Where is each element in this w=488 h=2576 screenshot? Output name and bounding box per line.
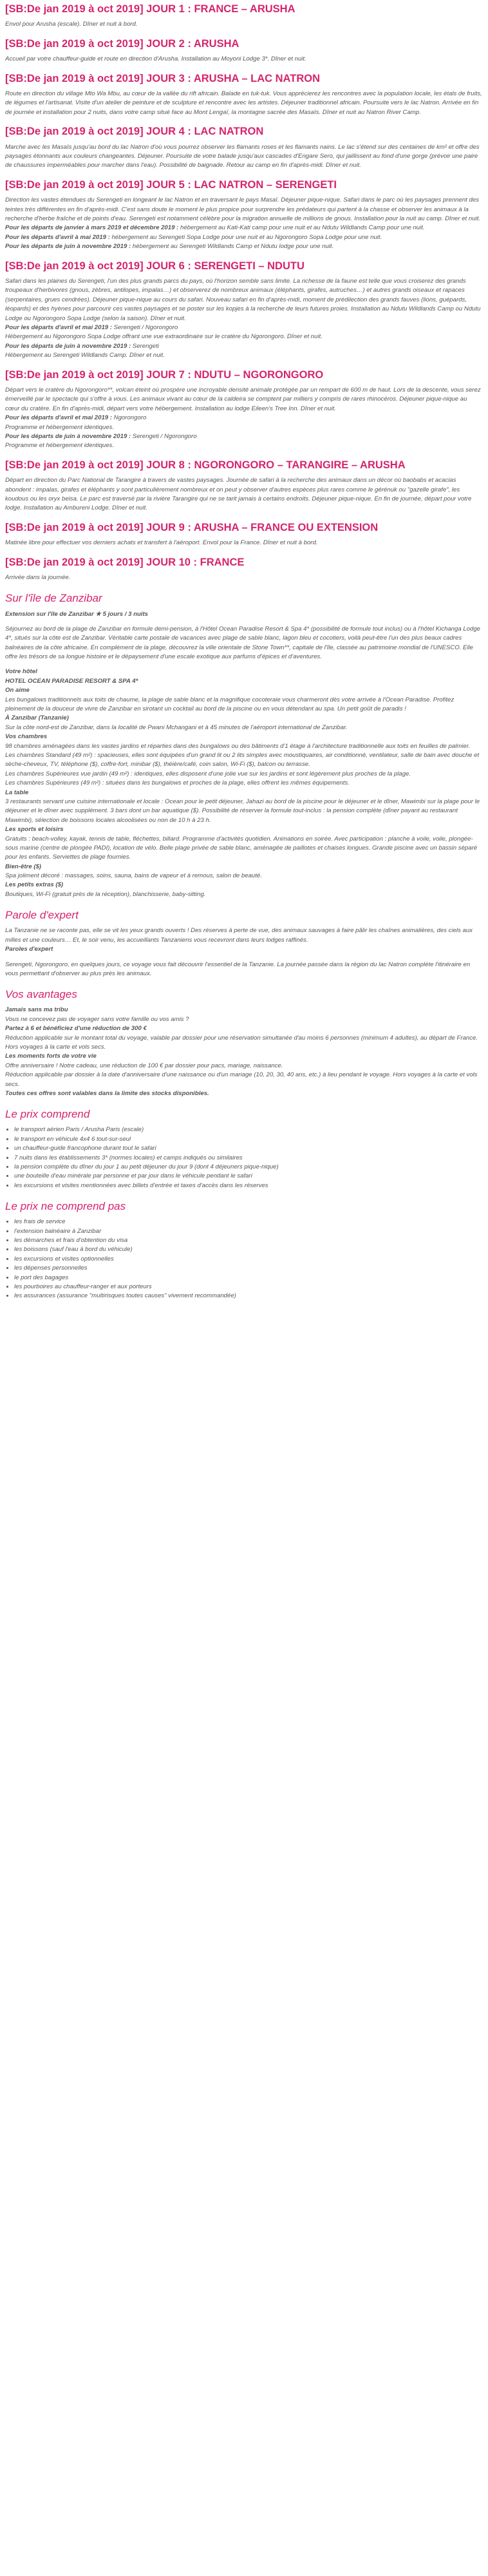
zanzibar-detail-line: Les petits extras ($)	[5, 881, 64, 889]
expert-text	[5, 926, 483, 954]
price-excludes-item: • l'extension balnéaire à Zanzibar	[14, 1227, 483, 1236]
zanzibar-title: Sur l'île de Zanzibar	[5, 592, 102, 605]
zanzibar-detail-line: Vos chambres	[5, 733, 48, 741]
departure-period-label: Pour les départs de janvier à mars 2019 et décembre 2019 :	[5, 224, 179, 232]
day-description-line: Pour les départs de juin à novembre 2019 : hébergement au Serengeti Wildlands Camp et Ndutu lodge pour une nuit.	[5, 243, 334, 251]
day-title: [SB:De jan 2019 à oct 2019] JOUR 4 : LAC NATRON	[5, 126, 264, 138]
price-excludes-item: • les démarches et frais d'obtention du visa	[14, 1236, 483, 1245]
departure-period-label: Pour les départs de juin à novembre 2019 :	[5, 243, 131, 251]
day-description	[5, 20, 483, 29]
price-excludes-title: Le prix ne comprend pas	[5, 1200, 126, 1213]
price-excludes-item: • les frais de service	[14, 1217, 483, 1226]
day-description-line: Pour les départs de janvier à mars 2019 et décembre 2019 : hébergement au Kati-Kati camp pour une nuit et au Ndutu Wildlands Camp pour une nuit.	[5, 224, 425, 232]
zanzibar-detail-line: Les chambres Supérieures vue jardin (49 m²) : identiques, elles disposent d'une jolie vue sur les jardins et sont légèrement plus proches de la plage.	[5, 770, 411, 778]
expert-title: Parole d'expert	[5, 909, 79, 922]
day-description-line: Hébergement au Ngorongoro Sopa Lodge offrant une vue extraordinaire sur le cratère du Ngorongoro. Dîner et nuit.	[5, 333, 323, 341]
day-title: [SB:De jan 2019 à oct 2019] JOUR 2 : ARUSHA	[5, 37, 239, 50]
zanzibar-detail-line: À Zanzibar (Tanzanie)	[5, 714, 69, 722]
zanzibar-detail-line: Les bungalows traditionnels aux toits de chaume, la plage de sable blanc et la magnifique cocoteraie vous charmeront dès votre arrivée à l'Ocean Paradise. Profitez pleinement de la douceur de vivre de Zanzibar en sirotant un cocktail au bord de la piscine ou en vous détendant au spa. Un petit goût de paradis !	[5, 696, 455, 713]
zanzibar-detail-line: On aime	[5, 687, 30, 694]
price-includes-item: • 7 nuits dans les établissements 3* (normes locales) et camps indiqués ou similaires	[14, 1154, 483, 1163]
departure-period-label: Pour les départs de juin à novembre 2019 :	[5, 342, 131, 350]
price-includes-item: • le transport en véhicule 4x4 6 tout-sur-seul	[14, 1135, 483, 1144]
day-description-line: Programme et hébergement identiques.	[5, 423, 115, 431]
zanzibar-detail-line: HOTEL OCEAN PARADISE RESORT & SPA 4*	[5, 677, 138, 685]
day-description	[5, 386, 483, 451]
day-description-line: Hébergement au Serengeti Wildlands Camp. Dîner et nuit.	[5, 352, 165, 359]
day-description-line: Matinée libre pour effectuer vos derniers achats et transfert à l'aéroport. Envol pour la France. Dîner et nuit à bord.	[5, 539, 318, 547]
day-description	[5, 90, 483, 117]
zanzibar-detail-line: Bien-être ($)	[5, 863, 41, 870]
day-description-line: Pour les départs de juin à novembre 2019 : Serengeti / Ngorongoro	[5, 433, 197, 440]
day-title: [SB:De jan 2019 à oct 2019] JOUR 7 : NDUTU – NGORONGORO	[5, 368, 324, 381]
price-includes-item: • une bouteille d'eau minérale par personne et par jour dans le véhicule pendant le safari	[14, 1172, 483, 1181]
price-excludes-item: • les dépenses personnelles	[14, 1264, 483, 1273]
price-includes-item: • la pension complète du dîner du jour 1 au petit déjeuner du jour 9 (dont 4 déjeuners pique-nique)	[14, 1163, 483, 1172]
price-includes-item: • un chauffeur-guide francophone durant tout le safari	[14, 1144, 483, 1153]
day-description-line: Route en direction du village Mto Wa Mbu, au cœur de la vallée du rift africain. Balade en tuk-tuk. Vous apprécierez les rencontres avec la population locale, les étals de fruits, de légumes et l'artisanat. Visite d'un atelier de peinture et de sculpture et rencontre avec les artistes. Déjeuner traditionnel africain. Poursuite vers le lac Natron. Arrivée en fin de journée et installation pour 2 nuits, dans votre camp situé face au Mont Lengaï, la montagne sacrée des Masaïs. Dîner et nuit au Natron River Camp.	[5, 90, 482, 116]
price-excludes-item: • le port des bagages	[14, 1274, 483, 1283]
price-includes-title: Le prix comprend	[5, 1108, 90, 1121]
day-description-line: Départ vers le cratère du Ngorongoro**, volcan éteint où prospère une incroyable densité animale protégée par un rempart de 600 m de haut. Lors de la descente, vous serez émerveillé par le spectacle qui s'offre à vous. Les animaux vivant au cœur de la caldeira se comptent par milliers y compris de rares rhinocéros. Déjeuner pique-nique au cœur du cratère. En fin d'après-midi, départ vers votre hébergement. Installation au lodge Eileen's Tree Inn. Dîner et nuit.	[5, 386, 481, 412]
expert-paragraph: Serengeti, Ngorongoro, en quelques jours, ce voyage vous fait découvrir l'essentiel de la Tanzanie. La journée passée dans la région du lac Natron complète l'itinéraire en vous permettant d'observer au plus près les animaux.	[5, 960, 471, 977]
price-excludes-item: • les excursions et visites optionnelles	[14, 1255, 483, 1264]
day-description-line: Envol pour Arusha (escale). Dîner et nuit à bord.	[5, 21, 138, 28]
advantages-line: Jamais sans ma tribu	[5, 1006, 68, 1014]
day-description-line: Programme et hébergement identiques.	[5, 442, 115, 450]
zanzibar-detail-line: Votre hôtel	[5, 668, 37, 676]
day-title: [SB:De jan 2019 à oct 2019] JOUR 10 : FRANCE	[5, 556, 245, 568]
day-description-line: Accueil par votre chauffeur-guide et route en direction d'Arusha. Installation au Moyoni Lodge 3*. Dîner et nuit.	[5, 55, 306, 63]
day-title: [SB:De jan 2019 à oct 2019] JOUR 5 : LAC NATRON – SERENGETI	[5, 178, 337, 191]
expert-line: Paroles d'expert	[5, 946, 53, 953]
advantages-line: Vous ne concevez pas de voyager sans votre famille ou vos amis ?	[5, 1015, 189, 1023]
itinerary-days	[5, 3, 483, 582]
zanzibar-detail-line: 3 restaurants servant une cuisine internationale et locale : Ocean pour le petit déjeuner, Jahazi au bord de la piscine pour le déjeuner et le dîner, Mawimbi sur la plage pour le déjeuner et le dîner avec supplément. 3 bars dont un bar aquatique ($). Possibilité de réserver la formule tout-inclus : la pension complète (dîner payant au restaurant Mawimbi), sélection de boissons locales alcoolisées ou non de 10 h à 23 h.	[5, 797, 480, 824]
departure-period-label: Pour les départs d'avril à mai 2019 :	[5, 233, 110, 241]
departure-period-label: Pour les départs d'avril et mai 2019 :	[5, 414, 112, 422]
zanzibar-detail-line: Les chambres Standard (49 m²) : spacieuses, elles sont équipées d'un grand lit ou 2 lits simples avec moustiquaires, air conditionné, ventilateur, salle de bain avec douche et sèche-cheveux, TV, téléphone ($), coffre-fort, minibar ($), théière/café, coin salon, Wi-Fi ($), balcon ou terrasse.	[5, 752, 480, 768]
departure-period-label: Pour les départs d'avril et mai 2019 :	[5, 324, 112, 332]
day-title: [SB:De jan 2019 à oct 2019] JOUR 6 : SERENGETI – NDUTU	[5, 260, 305, 272]
day-description-line: Pour les départs de juin à novembre 2019 : Serengeti	[5, 342, 159, 350]
day-description	[5, 277, 483, 361]
zanzibar-detail-line: Les chambres Supérieures (49 m²) : situées dans les bungalows et proches de la plage, elles offrent les mêmes équipements.	[5, 779, 350, 787]
zanzibar-subtitle: Extension sur l'île de Zanzibar ★ 5 jours / 3 nuits	[5, 610, 148, 618]
advantages-title: Vos avantages	[5, 988, 77, 1001]
day-description	[5, 573, 483, 582]
day-description-line: Pour les départs d'avril à mai 2019 : hébergement au Serengeti Sopa Lodge pour une nuit et au Ngorongoro Sopa Lodge pour une nuit.	[5, 233, 382, 241]
advantages-line: Réduction applicable sur le montant total du voyage, valable par dossier pour une réservation simultanée d'au moins 6 personnes (minimum 4 adultes), au départ de France. Hors voyages à la carte et vols secs.	[5, 1034, 478, 1051]
zanzibar-detail-line: 98 chambres aménagées dans les vastes jardins et réparties dans des bungalows ou des bâtiments d'1 étage à l'architecture traditionnelle aux toits en feuilles de palmier.	[5, 742, 471, 750]
zanzibar-detail-line: Les sports et loisirs	[5, 826, 64, 834]
day-description-line: Marche avec les Masaïs jusqu'au bord du lac Natron d'où vous pourrez observer les flamants roses et les flamants nains. Le lac s'étend sur des centaines de km² et offre des paysages étonnants aux couleurs changeantes. Déjeuner. Poursuite de votre balade jusqu'aux cascades d'Engare Sero, qui jaillissent au fond d'une gorge (prévoir une paire de chaussures imperméables pour marcher dans l'eau). Possibilité de baignade. Retour au camp en fin d'après-midi. Dîner et nuit.	[5, 143, 480, 169]
price-excludes-item: • les pourboires au chauffeur-ranger et aux porteurs	[14, 1283, 483, 1292]
day-description-line: Pour les départs d'avril et mai 2019 : Ngorongoro	[5, 414, 147, 422]
advantages-text	[5, 1006, 483, 1098]
day-description	[5, 539, 483, 548]
price-excludes-item: • les boissons (sauf l'eau à bord du véhicule)	[14, 1245, 483, 1254]
price-excludes-list	[5, 1217, 483, 1301]
departure-period-label: Pour les départs de juin à novembre 2019 :	[5, 433, 131, 440]
expert-line: La Tanzanie ne se raconte pas, elle se vit les yeux grands ouverts ! Des réserves à perte de vue, des animaux sauvages à faire pâlir les chaînes animalières, des ciels aux milles et une couleurs… Et, le soir venu, les accueillants Tanzaniens vous recevront dans leurs lodges raffinés.	[5, 927, 473, 944]
advantages-line: Les moments forts de votre vie	[5, 1053, 97, 1060]
day-description-line: Arrivée dans la journée.	[5, 574, 71, 582]
day-description	[5, 476, 483, 513]
zanzibar-detail-line: Sur la côte nord-est de Zanzibar, dans la localité de Pwani Mchangani et à 45 minutes de l'aéroport international de Zanzibar.	[5, 723, 348, 731]
zanzibar-intro: Séjournez au bord de la plage de Zanzibar en formule demi-pension, à l'Hôtel Ocean Paradise Resort & Spa 4* (possibilité de formule tout inclus) ou à l'hôtel Kichanga Lodge 4*, situés sur la côte est de Zanzibar. Véritable carte postale de vacances avec plage de sable blanc, lagon bleu et cocotiers, voilà peut-être l'un des plus beaux cadres balnéaires de la côte africaine. En complément de la plage, découvrez la ville orientale de Stone Town**, capitale de l'île, classée au patrimoine mondial de l'UNESCO. Elle offre les trésors de sa longue histoire et le dépaysement d'une escale exotique aux parfums d'épices et d'aventures.	[5, 625, 481, 661]
day-description-line: Direction les vastes étendues du Serengeti en longeant le lac Natron et en traversant le pays Masaï. Déjeuner pique-nique. Safari dans le parc où les paysages prennent des teintes très différentes en fin d'après-midi. C'est sans doute le moment le plus propice pour surprendre les prédateurs qui partent à la chasse et observer les animaux à la recherche d'herbe fraîche et de points d'eau. Serengeti est notamment célèbre pour la migration annuelle de millions de gnous. Installation pour la nuit au camp. Dîner et nuit.	[5, 196, 481, 223]
zanzibar-detail-line: La table	[5, 788, 29, 796]
day-description	[5, 196, 483, 251]
zanzibar-details	[5, 667, 483, 899]
day-title: [SB:De jan 2019 à oct 2019] JOUR 9 : ARUSHA – FRANCE OU EXTENSION	[5, 521, 379, 533]
price-excludes-item: • les assurances (assurance "multirisques toutes causes" vivement recommandée)	[14, 1292, 483, 1301]
day-title: [SB:De jan 2019 à oct 2019] JOUR 1 : FRANCE – ARUSHA	[5, 3, 296, 15]
zanzibar-detail-line: Gratuits : beach-volley, kayak, tennis de table, fléchettes, billard. Programme d'activités quotidien. Animations en soirée. Avec participation : planche à voile, voile, plongée-sous marine (centre de plongée PADI), location de vélo. Belle plage privée de sable blanc, aménagée de paillotes et chaises longues. Grande piscine avec un bassin séparé pour les enfants. Serviettes de plage fournies.	[5, 835, 478, 861]
day-description-line: Départ en direction du Parc National de Tarangire à travers de vastes paysages. Journée de safari à la recherche des animaux dans un décor où baobabs et acacias abondent : impalas, girafes et éléphants y sont particulièrement nombreux et on peut y observer d'autres espèces plus rares comme le gérénuk ou "gazelle girafe", les koudous ou les oryx beisa. Le parc est traversé par la rivière Tarangire qui ne se tarit jamais à certains endroits. Déjeuner pique-nique. En fin de journée, départ pour votre lodge. Installation au Ambureni Lodge. Dîner et nuit.	[5, 477, 472, 512]
zanzibar-detail-line: Spa joliment décoré : massages, soins, sauna, bains de vapeur et à remous, salon de beauté.	[5, 872, 262, 880]
zanzibar-detail-line: Boutiques, Wi-Fi (gratuit près de la réception), blanchisserie, baby-sitting.	[5, 890, 206, 898]
price-includes-item: • le transport aérien Paris / Arusha Paris (escale)	[14, 1125, 483, 1134]
price-includes-item: • les excursions et visites mentionnées avec billets d'entrée et taxes d'accès dans les réserves	[14, 1181, 483, 1190]
price-includes-list	[5, 1125, 483, 1190]
day-description-line: Safari dans les plaines du Serengeti, l'un des plus grands parcs du pays, où l'horizon semble sans limite. La richesse de la faune est telle que vous croiserez des grands troupeaux d'herbivores (gnous, zèbres, antilopes, impalas…) et observerez de nombreux animaux (éléphants, girafes, autruches…) et autres grands oiseaux et rapaces (serpentaires, grues cendrées). Déjeuner pique-nique au cours du safari. Nouveau safari en fin d'après-midi, moment de prédilection des grands fauves (lions, guépards, léopards) et des hyènes pour parcourir ces vastes paysages et se poster sur les kopjes à la recherche de leurs futures proies. Installation au Ndutu Wildlands Camp ou Ndutu Lodge ou Ngorongoro Sopa Lodge (selon la saison). Dîner et nuit.	[5, 278, 481, 322]
advantages-line: Offre anniversaire ! Notre cadeau, une réduction de 100 € par dossier pour pacs, mariage, naissance.	[5, 1062, 283, 1069]
day-description	[5, 55, 483, 64]
advantages-line: Partez à 6 et bénéficiez d'une réduction de 300 €	[5, 1025, 147, 1033]
advantages-line: Toutes ces offres sont valables dans la limite des stocks disponibles.	[5, 1089, 209, 1097]
day-title: [SB:De jan 2019 à oct 2019] JOUR 3 : ARUSHA – LAC NATRON	[5, 72, 320, 84]
day-description	[5, 143, 483, 171]
day-title: [SB:De jan 2019 à oct 2019] JOUR 8 : NGORONGORO – TARANGIRE – ARUSHA	[5, 459, 406, 471]
advantages-line: Réduction applicable par dossier à la date d'anniversaire d'une naissance ou d'un mariage (10, 20, 30, 40 ans, etc.) à lieu pendant le voyage. Hors voyages à la carte et vols secs.	[5, 1071, 478, 1088]
day-description-line: Pour les départs d'avril et mai 2019 : Serengeti / Ngorongoro	[5, 324, 178, 332]
